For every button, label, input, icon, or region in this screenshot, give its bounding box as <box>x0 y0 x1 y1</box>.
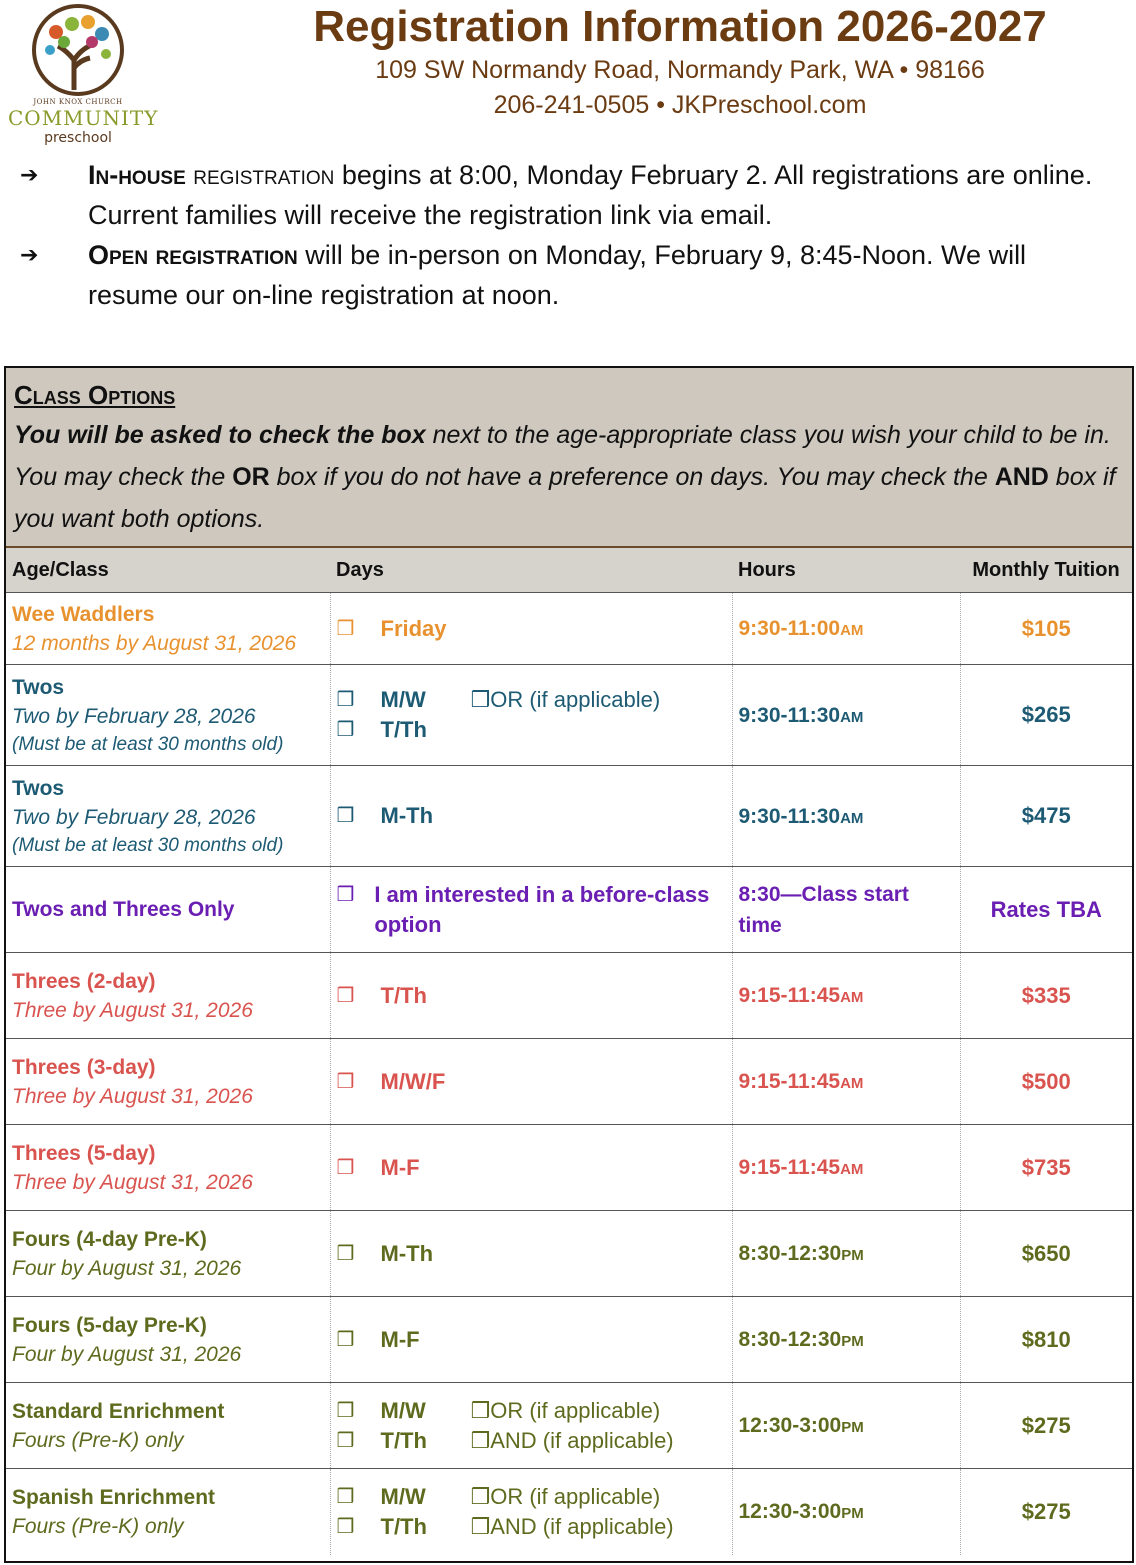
checkbox-icon[interactable]: ❒ <box>336 1070 355 1093</box>
age-class-cell <box>6 1297 330 1383</box>
hours-cell <box>732 1211 960 1297</box>
days-cell <box>330 766 732 867</box>
bullet-open: ➔ Open registration will be in-person on Monday, February 9, 8:45-Noon. We will resume our on-line registration at noon. <box>20 235 1120 315</box>
class-hours-period: am <box>840 703 864 727</box>
days-cell <box>330 665 732 766</box>
tuition-cell <box>960 665 1132 766</box>
arrow-icon: ➔ <box>20 242 39 267</box>
age-class-cell <box>6 1039 330 1125</box>
tuition-amount: $650 <box>1021 1240 1071 1266</box>
day-modifier-option[interactable]: ❒AND (if applicable) <box>470 1513 674 1539</box>
day-option: M/W/F <box>380 1068 446 1094</box>
day-option: I am interested in a before-class option <box>374 881 710 937</box>
checkbox-icon[interactable]: ❒ <box>336 617 355 640</box>
class-hours: 9:30-11:30 <box>738 804 841 828</box>
class-age-note: (Must be at least 30 months old) <box>12 834 284 856</box>
tuition-cell <box>960 1469 1132 1555</box>
table-row <box>6 1211 1132 1297</box>
hours-cell <box>732 953 960 1039</box>
tuition-amount: $105 <box>1021 615 1071 641</box>
hours-cell <box>732 766 960 867</box>
class-age-req: Two by February 28, 2026 <box>12 704 256 728</box>
header-hours: Hours <box>732 548 960 593</box>
days-cell <box>330 867 732 953</box>
day-modifier-option[interactable]: ❒OR (if applicable) <box>470 687 661 712</box>
contact-info: 206-241-0505 • JKPreschool.com <box>493 91 867 119</box>
checkbox-icon[interactable]: ❒ <box>336 719 355 741</box>
hours-cell <box>732 1297 960 1383</box>
age-class-cell <box>6 1211 330 1297</box>
class-age-req: Four by August 31, 2026 <box>12 1342 242 1366</box>
header-days: Days <box>330 548 732 593</box>
page-header <box>0 0 1136 150</box>
class-age-req: Three by August 31, 2026 <box>12 1170 253 1194</box>
tuition-cell <box>960 1211 1132 1297</box>
tuition-amount: $265 <box>1021 702 1071 727</box>
table-row <box>6 867 1132 953</box>
table-row <box>6 665 1132 766</box>
school-logo <box>8 2 159 147</box>
class-hours: 8:30-12:30 <box>738 1328 842 1351</box>
tuition-amount: $275 <box>1021 1498 1071 1524</box>
days-cell <box>330 953 732 1039</box>
table-row <box>6 1469 1132 1555</box>
checkbox-icon[interactable]: ❒ <box>336 984 355 1007</box>
table-header-row <box>6 548 1132 593</box>
day-option: Friday <box>380 615 447 641</box>
hours-cell <box>732 593 960 665</box>
class-age-req: Three by August 31, 2026 <box>12 1084 253 1108</box>
logo-preschool-text: preschool <box>44 130 112 146</box>
hours-cell <box>732 867 960 953</box>
days-cell <box>330 1211 732 1297</box>
hours-cell <box>732 665 960 766</box>
class-hours-period: am <box>840 804 864 828</box>
class-name: Fours (4-day Pre-K) <box>12 1227 207 1251</box>
arrow-icon: ➔ <box>20 162 39 187</box>
class-table <box>6 548 1132 1555</box>
class-hours: 9:15-11:45 <box>738 1070 841 1093</box>
class-hours-period: pm <box>841 1414 864 1437</box>
hours-cell <box>732 1383 960 1469</box>
page-title: Registration Information 2026-2027 <box>313 2 1047 51</box>
day-modifier-option[interactable]: ❒OR (if applicable) <box>470 1397 661 1423</box>
age-class-cell <box>6 1383 330 1469</box>
day-modifier-option[interactable]: ❒OR (if applicable) <box>470 1483 661 1509</box>
registration-notes <box>20 155 1120 315</box>
table-row <box>6 1125 1132 1211</box>
day-modifier-option[interactable]: ❒AND (if applicable) <box>470 1427 674 1453</box>
class-name: Standard Enrichment <box>12 1399 225 1423</box>
hours-cell <box>732 1039 960 1125</box>
day-option: T/Th <box>380 1513 427 1539</box>
tuition-cell <box>960 1383 1132 1469</box>
class-name: Twos <box>12 776 65 800</box>
day-option: T/Th <box>380 1427 427 1453</box>
days-cell <box>330 1039 732 1125</box>
checkbox-icon[interactable]: ❒ <box>336 1515 355 1538</box>
checkbox-icon[interactable]: ❒ <box>336 1328 355 1351</box>
checkbox-icon[interactable]: ❒ <box>336 1156 355 1179</box>
table-row <box>6 766 1132 867</box>
class-hours: 9:30-11:00 <box>738 617 841 640</box>
class-age-req: Fours (Pre-K) only <box>12 1514 184 1538</box>
class-options-title: Class Options <box>14 380 176 410</box>
days-cell <box>330 1469 732 1555</box>
tuition-cell <box>960 867 1132 953</box>
class-hours: 8:30-12:30 <box>738 1242 842 1265</box>
header-age: Age/Class <box>6 548 330 593</box>
class-hours-period: am <box>840 617 864 640</box>
class-hours-period: pm <box>841 1328 864 1351</box>
class-age-req: Two by February 28, 2026 <box>12 805 256 829</box>
class-name: Twos and Threes Only <box>12 898 235 921</box>
day-option: M-Th <box>380 803 434 828</box>
checkbox-icon[interactable]: ❒ <box>336 883 355 906</box>
day-option: M-Th <box>380 1240 434 1266</box>
table-row <box>6 1383 1132 1469</box>
age-class-cell <box>6 1469 330 1555</box>
day-option: M-F <box>380 1326 420 1352</box>
tuition-amount: $735 <box>1021 1154 1071 1180</box>
class-name: Threes (2-day) <box>12 969 156 993</box>
checkbox-icon[interactable]: ❒ <box>336 689 355 711</box>
class-age-req: 12 months by August 31, 2026 <box>12 631 297 655</box>
class-name: Wee Waddlers <box>12 602 155 626</box>
class-hours: 9:15-11:45 <box>738 984 841 1007</box>
tuition-cell <box>960 1125 1132 1211</box>
age-class-cell <box>6 1125 330 1211</box>
tuition-amount: Rates TBA <box>990 896 1102 922</box>
tuition-amount: $810 <box>1021 1326 1071 1352</box>
class-name: Fours (5-day Pre-K) <box>12 1313 207 1337</box>
class-name: Threes (5-day) <box>12 1141 156 1165</box>
tuition-amount: $335 <box>1021 982 1071 1008</box>
class-hours: 12:30-3:00 <box>738 1414 842 1437</box>
days-cell <box>330 1383 732 1469</box>
checkbox-icon[interactable]: ❒ <box>336 1429 355 1452</box>
day-option: T/Th <box>380 717 427 742</box>
hours-cell <box>732 1469 960 1555</box>
address: 109 SW Normandy Road, Normandy Park, WA • 98166 <box>375 56 985 84</box>
age-class-cell <box>6 665 330 766</box>
tuition-amount: $475 <box>1021 803 1071 828</box>
tuition-cell <box>960 593 1132 665</box>
days-cell <box>330 1297 732 1383</box>
checkbox-icon[interactable]: ❒ <box>336 805 355 827</box>
tree-logo-icon <box>30 2 126 98</box>
table-row <box>6 1297 1132 1383</box>
class-hours-period: am <box>840 984 864 1007</box>
class-options-intro: You will be asked to check the box next to the age-appropriate class you wish your child to be in. You may check the OR box if you do not have a preference on days. You may check the AND box if you want both options. <box>14 421 1116 533</box>
age-class-cell <box>6 953 330 1039</box>
class-name: Spanish Enrichment <box>12 1485 216 1509</box>
tuition-amount: $275 <box>1021 1412 1071 1438</box>
day-option: M/W <box>380 1397 426 1423</box>
logo-church-text: JOHN KNOX CHURCH <box>33 98 123 106</box>
logo-community-text: COMMUNITY <box>8 106 159 130</box>
class-hours-period: am <box>840 1156 864 1179</box>
tuition-amount: $500 <box>1021 1068 1071 1094</box>
class-age-req: Three by August 31, 2026 <box>12 998 253 1022</box>
tuition-cell <box>960 1039 1132 1125</box>
class-age-req: Fours (Pre-K) only <box>12 1428 184 1452</box>
day-option: M/W <box>380 1483 426 1509</box>
tuition-cell <box>960 1297 1132 1383</box>
checkbox-icon[interactable]: ❒ <box>336 1242 355 1265</box>
class-hours: 9:15-11:45 <box>738 1156 841 1179</box>
header-tuition: Monthly Tuition <box>960 548 1132 593</box>
class-options-header <box>6 368 1132 548</box>
age-class-cell <box>6 593 330 665</box>
day-option: M-F <box>380 1154 420 1180</box>
class-options-panel <box>4 366 1134 1563</box>
checkbox-icon[interactable]: ❒ <box>336 1485 355 1508</box>
class-hours-period: pm <box>841 1242 864 1265</box>
class-hours: 9:30-11:30 <box>738 703 841 727</box>
days-cell <box>330 593 732 665</box>
tuition-cell <box>960 953 1132 1039</box>
age-class-cell <box>6 867 330 953</box>
class-hours-period: am <box>840 1070 864 1093</box>
table-row <box>6 1039 1132 1125</box>
day-option: T/Th <box>380 982 427 1008</box>
class-hours: 8:30—Class start time <box>738 882 909 937</box>
class-age-note: (Must be at least 30 months old) <box>12 733 284 755</box>
checkbox-icon[interactable]: ❒ <box>336 1399 355 1422</box>
class-hours: 12:30-3:00 <box>738 1500 842 1524</box>
day-option: M/W <box>380 687 426 712</box>
table-row <box>6 953 1132 1039</box>
tuition-cell <box>960 766 1132 867</box>
table-row <box>6 593 1132 665</box>
class-hours-period: pm <box>841 1500 864 1524</box>
bullet-in-house: ➔ In-house registration begins at 8:00, Monday February 2. All registrations are online. Current families will receive the registration link via email. <box>20 155 1120 235</box>
class-age-req: Four by August 31, 2026 <box>12 1256 242 1280</box>
class-name: Twos <box>12 675 65 699</box>
days-cell <box>330 1125 732 1211</box>
class-name: Threes (3-day) <box>12 1055 156 1079</box>
hours-cell <box>732 1125 960 1211</box>
age-class-cell <box>6 766 330 867</box>
